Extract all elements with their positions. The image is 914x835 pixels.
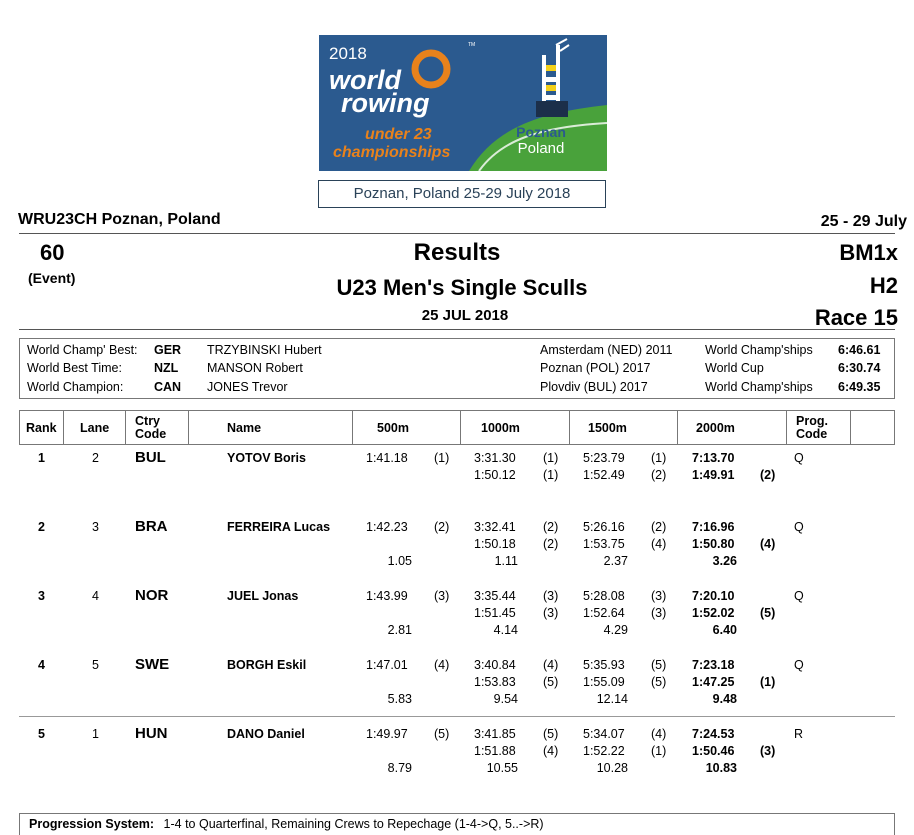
split-2000m: 1:52.02 [692,606,735,620]
results-table-header [19,410,895,445]
rank-1000m: (2) [543,520,559,534]
header-name: Name [227,420,262,435]
lane: 3 [92,520,99,534]
rank-1000m: (3) [543,589,559,603]
best-time: 6:49.35 [838,380,881,394]
split-2000m: 1:50.80 [692,537,735,551]
header-prog-code [796,411,828,444]
time-2000m: 7:24.53 [692,727,735,741]
split-1500m: 1:52.22 [583,744,625,758]
title-divider [19,329,895,330]
best-country: GER [154,343,182,357]
time-1000m: 3:32.41 [474,520,516,534]
progression-code: Q [794,451,804,465]
progression-system [19,813,895,835]
best-venue: Plovdiv (BUL) 2017 [540,380,648,394]
split-1500m: 1:52.64 [583,606,625,620]
header-prog-line2: Code [796,426,828,441]
header-divider [19,233,895,234]
rank-500m: (5) [434,727,450,741]
progression-text: 1-4 to Quarterfinal, Remaining Crews to Repechage (1-4->Q, 5..->R) [163,817,544,831]
time-2000m: 7:23.18 [692,658,735,672]
header-500m: 500m [377,420,409,435]
svg-text:Poland: Poland [517,140,565,157]
diff-1000m: 9.54 [493,692,518,706]
time-2000m: 7:13.70 [692,451,735,465]
best-row [20,341,896,359]
time-1000m: 3:35.44 [474,589,516,603]
diff-1500m: 2.37 [603,554,628,568]
athlete-name: BORGH Eskil [227,658,307,672]
best-country: NZL [154,361,179,375]
column-divider [786,411,787,444]
header-1000m: 1000m [481,420,520,435]
event-label: (Event) [28,270,76,286]
rank-1000m: (1) [543,451,559,465]
split-2000m: 1:50.46 [692,744,735,758]
rank-1500m: (2) [651,520,667,534]
rank-1000m: (4) [543,658,559,672]
competition-dates: 25 - 29 July [820,213,907,230]
best-venue: Poznan (POL) 2017 [540,361,651,375]
time-500m: 1:49.97 [366,727,408,741]
rank: 2 [38,520,45,534]
best-row [20,378,896,396]
rank: 5 [38,727,45,741]
heat-code: H2 [869,273,898,298]
best-row [20,359,896,377]
best-time: 6:46.61 [838,343,881,357]
column-divider [850,411,851,444]
split-1000m: 1:50.18 [474,537,516,551]
rank-1500m: (1) [651,451,667,465]
split-rank-1500m: (3) [651,606,667,620]
time-1000m: 3:40.84 [474,658,516,672]
split-rank-2000m: (1) [760,675,776,689]
split-2000m: 1:49.91 [692,468,735,482]
diff-500m: 5.83 [387,692,412,706]
progression-label: Progression System: [29,817,155,831]
header-country-line2: Code [135,426,167,441]
time-1500m: 5:34.07 [583,727,625,741]
rank-500m: (1) [434,451,450,465]
svg-text:under 23: under 23 [365,126,432,143]
row-divider [19,716,895,717]
split-rank-1500m: (4) [651,537,667,551]
diff-1500m: 4.29 [603,623,628,637]
time-1500m: 5:35.93 [583,658,625,672]
header-country-line1: Ctry [135,413,161,428]
split-1500m: 1:55.09 [583,675,625,689]
progression-code: Q [794,520,804,534]
boat-class-code: BM1x [839,240,898,265]
rank-500m: (4) [434,658,450,672]
diff-1000m: 1.11 [494,554,518,568]
rank: 1 [38,451,45,465]
split-rank-1000m: (5) [543,675,559,689]
diff-2000m: 10.83 [705,761,737,775]
event-number: 60 [40,240,65,265]
country-code: HUN [135,725,168,742]
diff-1000m: 10.55 [486,761,518,775]
rank-1500m: (3) [651,589,667,603]
time-500m: 1:43.99 [366,589,408,603]
split-rank-1000m: (3) [543,606,559,620]
diff-1500m: 10.28 [596,761,628,775]
rank: 4 [38,658,45,672]
diff-2000m: 9.48 [712,692,737,706]
progression-code: Q [794,658,804,672]
best-event: World Champ'ships [705,380,813,394]
competition-name: WRU23CH Poznan, Poland [18,211,221,228]
diff-1500m: 12.14 [596,692,628,706]
rank-1000m: (5) [543,727,559,741]
split-rank-2000m: (5) [760,606,776,620]
column-divider [569,411,570,444]
country-code: BRA [135,518,168,535]
svg-text:TM: TM [468,42,476,48]
split-2000m: 1:47.25 [692,675,735,689]
athlete-name: FERREIRA Lucas [227,520,331,534]
split-rank-2000m: (2) [760,468,776,482]
championship-logo [319,35,607,171]
time-1000m: 3:41.85 [474,727,516,741]
best-venue: Amsterdam (NED) 2011 [540,343,673,357]
page-title: Results [413,239,501,266]
best-event: World Cup [705,361,764,375]
lane: 4 [92,589,99,603]
diff-500m: 8.79 [387,761,412,775]
time-2000m: 7:16.96 [692,520,735,534]
svg-text:world: world [329,65,401,95]
lane: 1 [92,727,99,741]
split-rank-2000m: (4) [760,537,776,551]
rank-500m: (3) [434,589,450,603]
athlete-name: DANO Daniel [227,727,305,741]
lane: 5 [92,658,99,672]
time-500m: 1:42.23 [366,520,408,534]
best-times-box [19,338,895,399]
athlete-name: YOTOV Boris [227,451,306,465]
event-title: U23 Men's Single Sculls [336,275,588,300]
country-code: SWE [135,656,170,673]
time-500m: 1:47.01 [366,658,408,672]
header-rank: Rank [26,420,57,435]
race-number: Race 15 [814,305,898,330]
split-1000m: 1:50.12 [474,468,516,482]
venue-dates-box: Poznan, Poland 25-29 July 2018 [318,180,606,208]
time-1500m: 5:28.08 [583,589,625,603]
rank-500m: (2) [434,520,450,534]
best-time: 6:30.74 [838,361,881,375]
diff-2000m: 3.26 [712,554,737,568]
diff-500m: 1.05 [387,554,412,568]
split-1000m: 1:51.45 [474,606,516,620]
best-name: JONES Trevor [207,380,288,394]
column-divider [352,411,353,444]
time-500m: 1:41.18 [366,451,408,465]
best-event: World Champ'ships [705,343,813,357]
race-date: 25 JUL 2018 [421,307,509,324]
rank: 3 [38,589,45,603]
header-prog-line1: Prog. [796,413,828,428]
time-1000m: 3:31.30 [474,451,516,465]
column-divider [188,411,189,444]
rank-1500m: (4) [651,727,667,741]
split-1000m: 1:53.83 [474,675,516,689]
rank-1500m: (5) [651,658,667,672]
progression-code: R [794,727,804,741]
best-label: World Champion: [27,380,124,394]
split-rank-1500m: (1) [651,744,667,758]
athlete-name: JUEL Jonas [227,589,299,603]
diff-2000m: 6.40 [712,623,737,637]
split-1500m: 1:53.75 [583,537,625,551]
split-rank-1000m: (1) [543,468,559,482]
split-rank-2000m: (3) [760,744,776,758]
best-name: TRZYBINSKI Hubert [207,343,322,357]
svg-text:Poznan: Poznan [516,124,566,140]
best-label: World Champ' Best: [27,343,138,357]
header-1500m: 1500m [588,420,627,435]
split-1000m: 1:51.88 [474,744,516,758]
column-divider [460,411,461,444]
split-rank-1000m: (4) [543,744,559,758]
split-rank-1000m: (2) [543,537,559,551]
diff-500m: 2.81 [387,623,412,637]
header-2000m: 2000m [696,420,735,435]
header-country-code [135,411,166,444]
time-2000m: 7:20.10 [692,589,735,603]
svg-text:championships: championships [333,144,451,161]
header-lane: Lane [80,420,110,435]
progression-code: Q [794,589,804,603]
column-divider [63,411,64,444]
country-code: NOR [135,587,169,604]
best-name: MANSON Robert [207,361,303,375]
time-1500m: 5:23.79 [583,451,625,465]
diff-1000m: 4.14 [493,623,518,637]
best-country: CAN [154,380,182,394]
split-rank-1500m: (5) [651,675,667,689]
svg-text:2018: 2018 [329,44,367,63]
split-rank-1500m: (2) [651,468,667,482]
column-divider [677,411,678,444]
lane: 2 [92,451,99,465]
column-divider [125,411,126,444]
split-1500m: 1:52.49 [583,468,625,482]
best-label: World Best Time: [27,361,122,375]
time-1500m: 5:26.16 [583,520,625,534]
svg-text:rowing: rowing [341,88,430,118]
country-code: BUL [135,449,166,466]
